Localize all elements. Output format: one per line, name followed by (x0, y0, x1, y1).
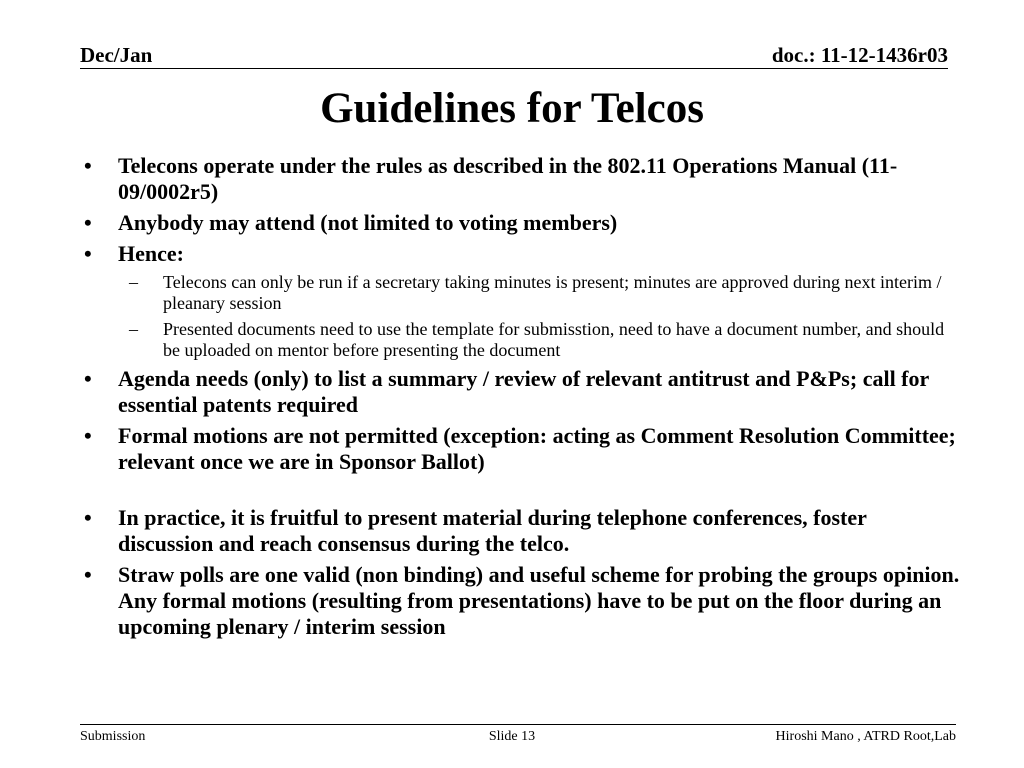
bullet-text: Formal motions are not permitted (exception: acting as Comment Resolution Committee; relevant once we are in Sponsor Ballot) (118, 423, 956, 474)
footer-submission: Submission (80, 729, 146, 744)
bullet-item (80, 505, 960, 557)
sub-bullet-item (80, 272, 960, 314)
bullet-icon: • (84, 562, 92, 587)
bullet-text: In practice, it is fruitful to present material during telephone conferences, foster discussion and reach consensus during the telco. (118, 505, 867, 556)
bullet-text: Telecons operate under the rules as described in the 802.11 Operations Manual (11-09/0002r5) (118, 153, 898, 204)
bullet-icon: • (84, 366, 92, 391)
bullet-item (80, 366, 960, 418)
sub-bullet-text: Telecons can only be run if a secretary taking minutes is present; minutes are approved during next interim / pleanary session (163, 272, 942, 313)
footer-divider (80, 724, 956, 725)
sub-bullet-text: Presented documents need to use the template for submisstion, need to have a document number, and should be uploaded on mentor before presenting the document (163, 319, 945, 360)
bullet-item (80, 210, 960, 236)
slide-body (80, 148, 960, 640)
slide-title: Guidelines for Telcos (320, 85, 704, 132)
dash-icon: – (129, 319, 138, 339)
bullet-item (80, 153, 960, 205)
header-divider (80, 68, 948, 69)
bullet-text: Straw polls are one valid (non binding) and useful scheme for probing the groups opinion. Any formal motions (resulting from presentations) have to be put on the floor during an upcoming plenary / interim session (118, 562, 960, 639)
bullet-item (80, 562, 960, 640)
bullet-icon: • (84, 505, 92, 530)
bullet-icon: • (84, 423, 92, 448)
bullet-text: Agenda needs (only) to list a summary / review of relevant antitrust and P&Ps; call for essential patents required (118, 366, 929, 417)
bullet-icon: • (84, 241, 92, 266)
footer-author: Hiroshi Mano , ATRD Root,Lab (775, 729, 956, 744)
header-date: Dec/Jan (80, 43, 153, 67)
header-doc-number: doc.: 11-12-1436r03 (771, 43, 948, 67)
sub-bullet-item (80, 319, 960, 361)
footer-slide-number: Slide 13 (488, 729, 536, 744)
dash-icon: – (129, 272, 138, 292)
bullet-text: Hence: (118, 241, 184, 266)
bullet-item (80, 423, 960, 475)
bullet-item (80, 241, 960, 267)
bullet-icon: • (84, 153, 92, 178)
bullet-icon: • (84, 210, 92, 235)
bullet-text: Anybody may attend (not limited to voting members) (118, 210, 618, 235)
